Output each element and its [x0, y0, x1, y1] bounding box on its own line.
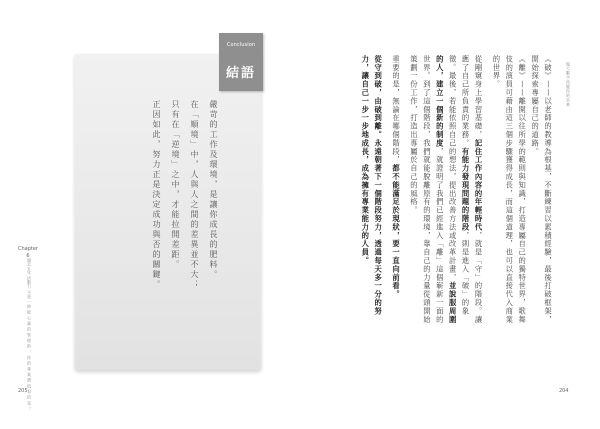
body-paragraph — [489, 55, 528, 330]
body-paragraph — [528, 55, 554, 330]
body-text — [353, 55, 554, 330]
side-note: 過去五年 活動力 不是 一時 能 心 量 的 管 理 術 ， 你 的 專 業 價 值 看 的 見 ！ — [27, 258, 32, 411]
quote-text — [147, 100, 223, 330]
badge-chinese: 結語 — [225, 66, 256, 81]
emphasis-text: 並說服周圍的人，建立一個新的制度 — [435, 55, 458, 324]
body-text-run: 從剛窺身上學習基礎， — [474, 55, 484, 139]
quote-box — [75, 54, 261, 370]
conclusion-badge — [219, 33, 263, 91]
body-paragraph — [407, 55, 484, 330]
badge-english: Conclusion — [226, 42, 256, 48]
body-text-run: 《破》——以老師的教導為根基，不斷練習以累積經驗，最後打破框架，開始探索專屬自己的道路。 — [531, 55, 553, 324]
emphasis-text: 都不能滿足於現狀，要一直向前看。 — [392, 164, 402, 299]
body-text-run: ，就是「守」的階段。讓應了自己所負責的業務， — [461, 55, 484, 324]
left-page — [0, 0, 298, 429]
page-number-right: 204 — [559, 388, 569, 394]
page-number-left: 205 — [18, 388, 28, 394]
body-text-run: ，就證明了我們已經進入「離」這個嶄新一面的世界。到了這個階段，我們就能脫離原有的環境，靠自己的力量從頭開始策劃一份工作，打造出專屬於自己的風格。 — [409, 55, 445, 324]
quote-line: 嚴苛的工作及環境，是讓你成長的肥料。 — [209, 100, 218, 280]
body-text-run: ，則是進入「破」的象徵。最後，若能依照自己的想法，提出改善方法或改革計畫， — [448, 55, 471, 316]
body-text-run: 《離》——離開以往所學的範則與知識，打造專屬自己的獨特世界，歌舞伎的演員可藉由這三個步驟獲得成長，而這個道理，也可以直接代入商業的世界。 — [492, 55, 528, 324]
quote-line: 在「順境」中，人與人之間的差異並不大； — [190, 100, 199, 290]
running-head: 做大數字改變你的未來 — [566, 62, 571, 107]
emphasis-text: 有能力發現問題的階段 — [461, 147, 471, 232]
quote-line: 正因如此，努力正是決定成功與否的關鍵。 — [152, 100, 161, 290]
emphasis-text: 記住工作內容的年輕時代 — [474, 139, 484, 232]
emphasis-text: 從守到破，由破到離。永遠朝著下一個階段努力，透過每天多一分的努力，讓自己一步一步地成長，成為擁有專業能力的人員。 — [361, 55, 384, 316]
body-paragraph — [389, 55, 402, 330]
chapter-label: Chapter — [18, 246, 38, 252]
quote-line: 只有在「逆境」之中，才能拉開差距。 — [171, 100, 180, 270]
chapter-number: 6 — [26, 253, 30, 259]
body-paragraph — [358, 55, 384, 330]
body-text-run: 重要的是，無論在哪個階段， — [392, 55, 402, 165]
